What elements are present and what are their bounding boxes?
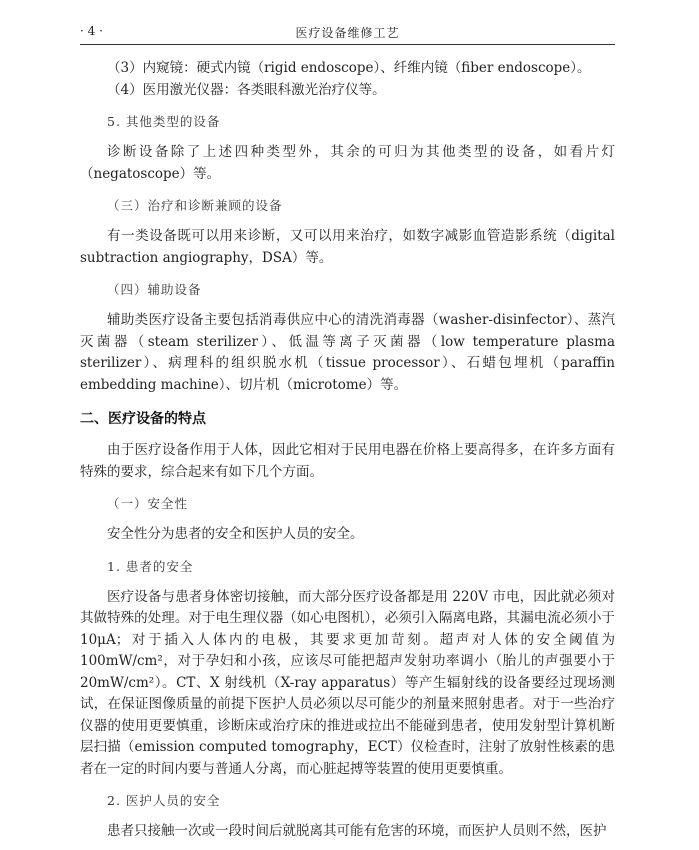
paragraph: 安全性分为患者的安全和医护人员的安全。	[107, 526, 364, 542]
list-item: （4）医用激光仪器：各类眼科激光治疗仪等。	[107, 81, 386, 98]
page-body	[80, 58, 615, 843]
subheading: （三）治疗和诊断兼顾的设备	[107, 198, 283, 213]
page-header	[80, 22, 615, 45]
paragraph: 患者只接触一次或一段时间后就脱离其可能有危害的环境，而医护人员则不然，医护	[107, 823, 607, 839]
page-number: · 4 ·	[80, 24, 103, 38]
list-item: （3）内窥镜：硬式内镜（rigid endoscope）、纤维内镜（fiber endoscope）。	[107, 60, 591, 76]
subheading: 2. 医护人员的安全	[107, 793, 221, 808]
subheading: （一）安全性	[107, 496, 189, 511]
paragraph: 诊断设备除了上述四种类型外，其余的可归为其他类型的设备，如看片灯（negatoscope）等。	[80, 144, 615, 182]
section-heading: 二、医疗设备的特点	[80, 411, 206, 427]
book-title: 医疗设备维修工艺	[295, 26, 400, 40]
subheading: （四）辅助设备	[107, 282, 202, 297]
paragraph: 由于医疗设备作用于人体，因此它相对于民用电器在价格上要高得多，在许多方面有特殊的要求，综合起来有如下几个方面。	[80, 442, 615, 480]
paragraph: 医疗设备与患者身体密切接触，而大部分医疗设备都是用 220V 市电，因此就必须对其做特殊的处理。对于电生理仪器（如心电图机），必须引入隔离电路，其漏电流必须小于 10μA；对于插入人体内的电极，其要求更加苛刻。超声对人体的安全阈值为 100mW/cm²，对于孕妇和小孩，应该尽可能把超声发射功率调小（胎儿的声强要小于 20mW/cm²）。CT、X 射线机（X-ray apparatus）等产生辐射线的设备要经过现场测试，在保证图像质量的前提下医护人员必须以尽可能少的剂量来照射患者。对于一些治疗仪器的使用更要慎重，诊断床或治疗床的推进或拉出不能碰到患者，使用发射型计算机断层扫描（emission computed tomography，ECT）仪检查时，注射了放射性核素的患者在一定的时间内要与普通人分离，而心脏起搏等装置的使用更要慎重。	[80, 588, 615, 777]
subheading: 1. 患者的安全	[107, 558, 194, 574]
paragraph: 辅助类医疗设备主要包括消毒供应中心的清洗消毒器（washer-disinfector）、蒸汽灭菌器（steam sterilizer）、低温等离子灭菌器（low temperature plasma sterilizer）、病理科的组织脱水机（tissue processor）、石蜡包埋机（paraffin embedding machine）、切片机（microtome）等。	[80, 312, 615, 393]
subheading: 5. 其他类型的设备	[107, 114, 221, 129]
paragraph: 有一类设备既可以用来诊断，又可以用来治疗，如数字减影血管造影系统（digital subtraction angiography，DSA）等。	[80, 228, 615, 266]
